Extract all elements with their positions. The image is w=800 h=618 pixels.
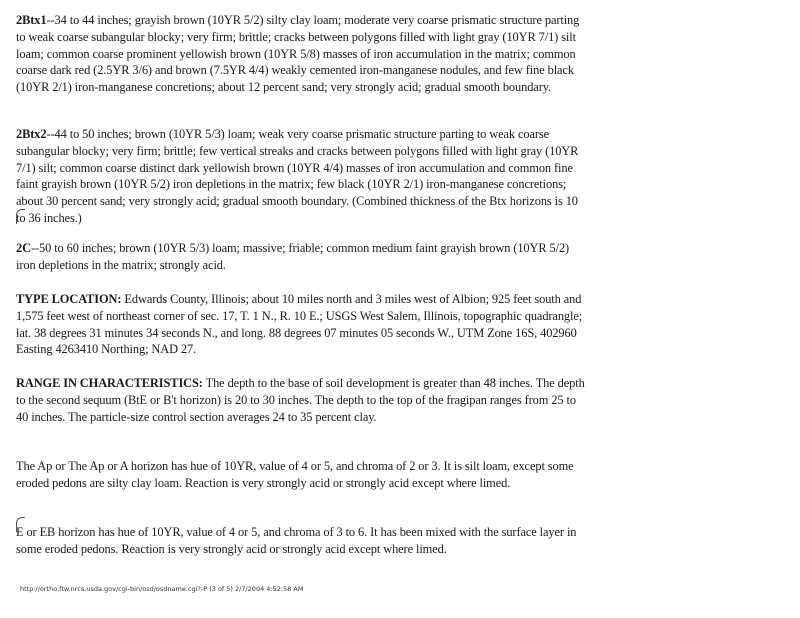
a-horizon-text: The Ap or The Ap or A horizon has hue of 10YR, value of 4 or 5, and chroma of 2 or 3. It is silt loam, except some eroded pedons are silty clay loam. Reaction is very strongly acid or strongly acid except where limed. [16,459,574,490]
horizon-2c-text: --50 to 60 inches; brown (10YR 5/3) loam; massive; friable; common medium faint grayish brown (10YR 5/2) iron depletions in the matrix; strongly acid. [16,241,570,272]
type-location-paragraph [16,291,586,358]
type-location-heading: TYPE LOCATION: [16,292,122,306]
horizon-2c-paragraph [16,240,586,274]
horizon-2btx1-heading: 2Btx1 [16,13,47,27]
horizon-2btx1-paragraph [16,12,586,96]
horizon-2btx2-heading: 2Btx2 [16,127,47,141]
range-characteristics-paragraph [16,375,586,425]
horizon-2btx1-text: --34 to 44 inches; grayish brown (10YR 5/2) silty clay loam; moderate very coarse prismatic structure parting to weak coarse subangular blocky; very firm; brittle; cracks between polygons filled with light gray (10YR 7/1) silt loam; common coarse prominent yellowish brown (10YR 5/8) masses of iron accumulation in the matrix; common coarse dark red (2.5YR 3/6) and brown (7.5YR 4/4) weakly cemented iron-manganese nodules, and few fine black (10YR 2/1) iron-manganese concretions; about 12 percent sand; very strongly acid; gradual smooth boundary. [16,13,580,95]
horizon-2btx2-text: --44 to 50 inches; brown (10YR 5/3) loam; weak very coarse prismatic structure parting to weak coarse subangular blocky; very firm; brittle; few vertical streaks and cracks between polygons filled with light gray (10YR 7/1) silt; common coarse distinct dark yellowish brown (10YR 4/4) masses of iron accumulation and common fine faint grayish brown (10YR 5/2) iron depletions in the matrix; few black (10YR 2/1) iron-manganese concretions; about 30 percent sand; very strongly acid; gradual smooth boundary. (Combined thickness of the Btx horizons is 10 to 36 inches.) [16,127,579,225]
scan-artifact-mark [16,517,25,532]
a-horizon-paragraph [16,458,586,492]
range-characteristics-heading: RANGE IN CHARACTERISTICS: [16,376,203,390]
horizon-2btx2-paragraph [16,126,586,227]
page-footer-url: http://ortho.ftw.nrcs.usda.gov/cgi-bin/osd/osdname.cgi?-P (3 of 5) 2/7/2004 4:52:58 AM [20,585,304,593]
e-horizon-text: E or EB horizon has hue of 10YR, value of 4 or 5, and chroma of 3 to 6. It has been mixed with the surface layer in some eroded pedons. Reaction is very strongly acid or strongly acid except where limed. [16,525,577,556]
scan-artifact-mark [16,209,25,224]
range-characteristics-text: The depth to the base of soil development is greater than 48 inches. The depth to the second sequum (BtE or B't horizon) is 20 to 30 inches. The depth to the top of the fragipan ranges from 25 to 40 inches. The particle-size control section averages 24 to 35 percent clay. [16,376,585,424]
type-location-text: Edwards County, Illinois; about 10 miles north and 3 miles west of Albion; 925 feet south and 1,575 feet west of northeast corner of sec. 17, T. 1 N., R. 10 E.; USGS West Salem, Illinois, topographic quadrangle; lat. 38 degrees 31 minutes 34 seconds N., and long. 88 degrees 07 minutes 05 seconds W., UTM Zone 16S, 402960 Easting 4263410 Northing; NAD 27. [16,292,583,357]
e-horizon-paragraph [16,524,586,558]
horizon-2c-heading: 2C [16,241,31,255]
